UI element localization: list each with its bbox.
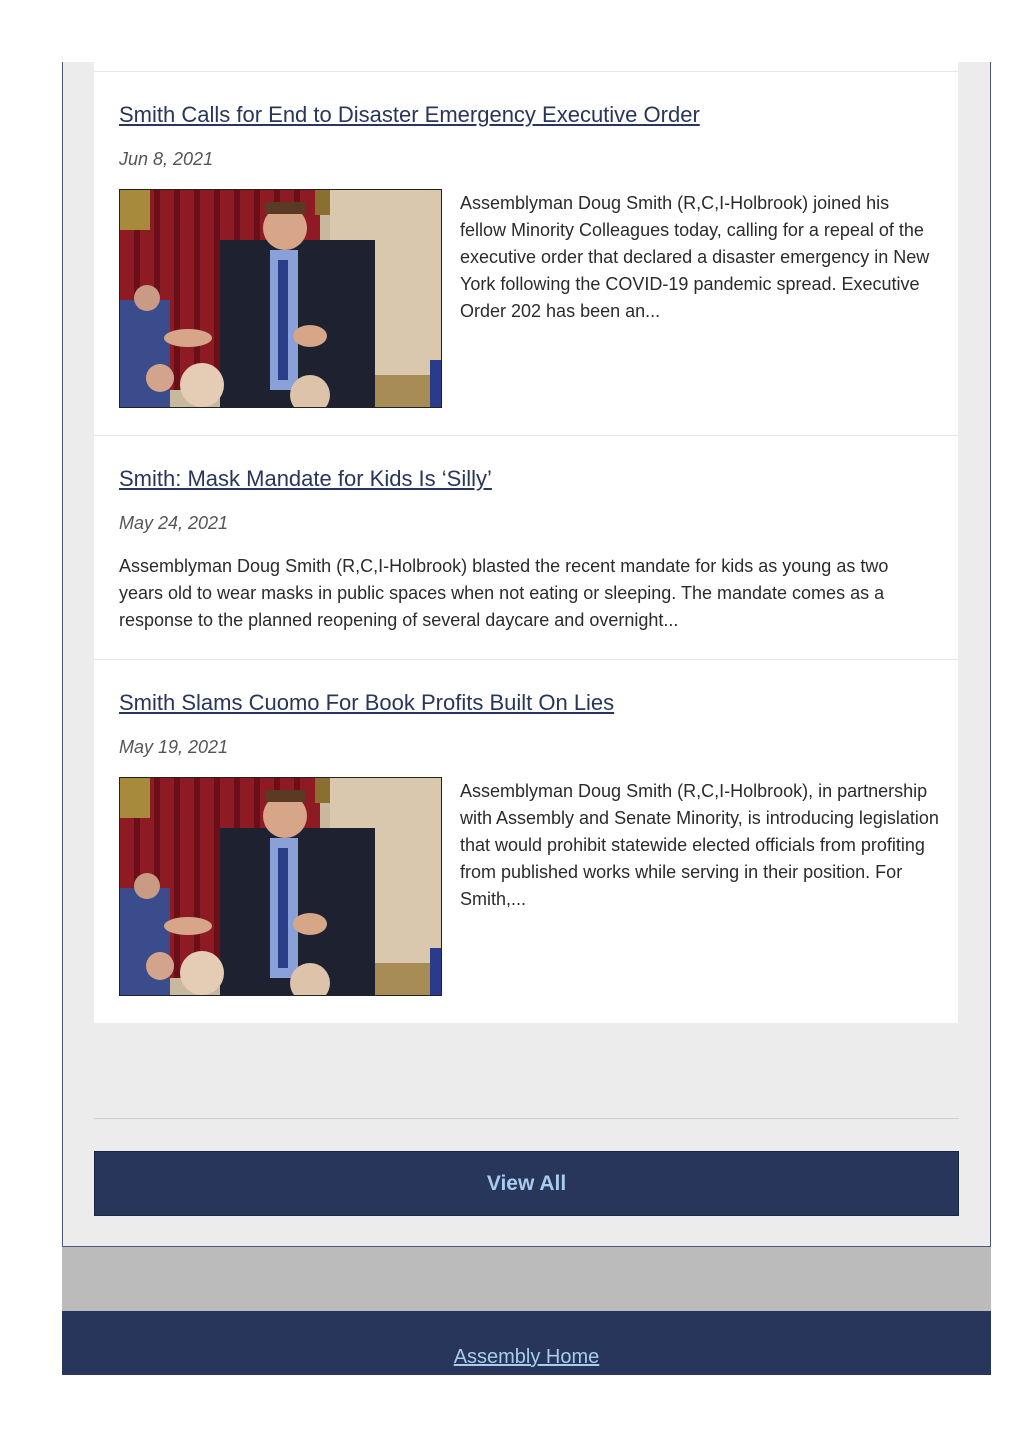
article-excerpt: Assemblyman Doug Smith (R,C,I-Holbrook) blasted the recent mandate for kids as young as two years old to wear masks in public spaces when not eating or sleeping. The mandate comes as a response to the planned reopening of several daycare and overnight... [119, 556, 889, 630]
article-thumbnail[interactable] [119, 777, 442, 996]
article-excerpt: Assemblyman Doug Smith (R,C,I-Holbrook) joined his fellow Minority Colleagues today, calling for a repeal of the executive order that declared a disaster emergency in New York following the COVID-19 pandemic spread. Executive Order 202 has been an... [460, 193, 930, 321]
news-item [94, 71, 958, 436]
article-excerpt: Assemblyman Doug Smith (R,C,I-Holbrook), in partnership with Assembly and Senate Minority, is introducing legislation that would prohibit statewide elected officials from profiting from published works while serving in their position. For Smith,... [460, 781, 939, 909]
article-title-link[interactable]: Smith: Mask Mandate for Kids Is ‘Silly’ [119, 466, 492, 491]
news-list [94, 62, 958, 1023]
article-title-link[interactable]: Smith Calls for End to Disaster Emergency Executive Order [119, 102, 700, 127]
assembly-home-link[interactable]: Assembly Home [453, 1346, 600, 1368]
article-date: May 19, 2021 [119, 737, 229, 757]
view-all-button[interactable]: View All [94, 1151, 959, 1216]
content-panel [62, 62, 991, 1247]
news-item [94, 435, 958, 660]
article-date: May 24, 2021 [119, 513, 229, 533]
article-thumbnail[interactable] [119, 189, 442, 408]
spacer-band [62, 1247, 991, 1311]
news-item [94, 659, 958, 1023]
divider [94, 1118, 959, 1119]
article-title-link[interactable]: Smith Slams Cuomo For Book Profits Built On Lies [119, 690, 615, 715]
article-date: Jun 8, 2021 [119, 149, 214, 169]
footer [62, 1311, 991, 1375]
